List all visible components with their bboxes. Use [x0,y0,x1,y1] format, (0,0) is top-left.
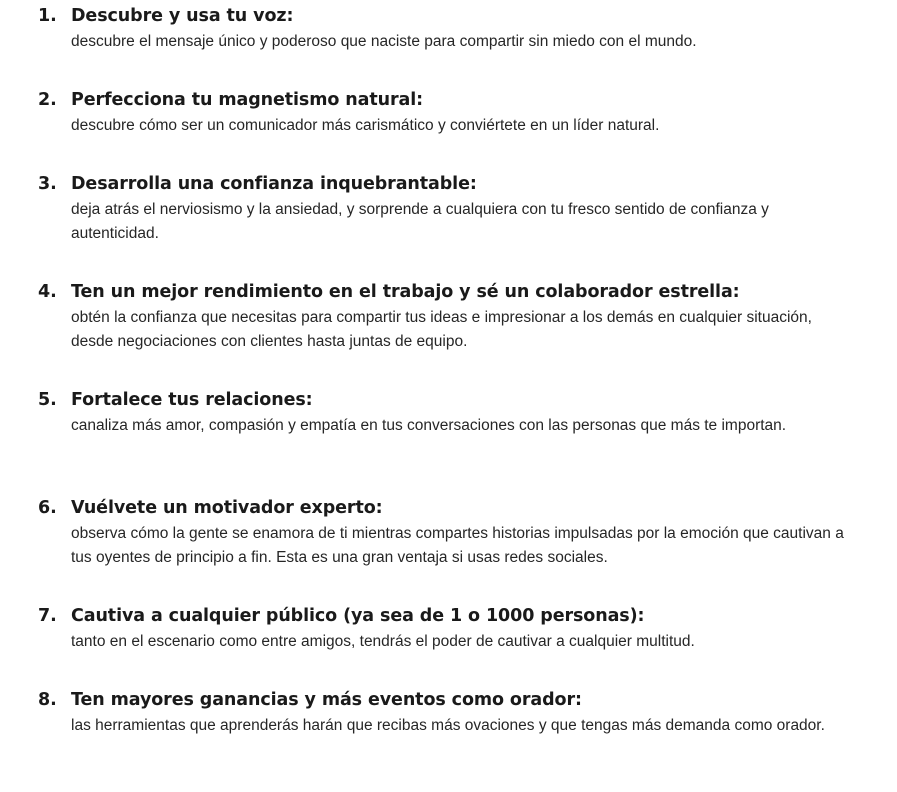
benefit-title: Ten un mejor rendimiento en el trabajo y sé un colaborador estrella: [71,282,740,302]
benefit-description: descubre el mensaje único y poderoso que naciste para compartir sin miedo con el mundo. [71,33,697,50]
benefit-number: 5. [38,390,57,410]
benefit-number: 2. [38,90,57,110]
benefit-title: Perfecciona tu magnetismo natural: [71,90,424,110]
benefit-description: observa cómo la gente se enamora de ti mientras compartes historias impulsadas por la emoción que cautivan a tus oyentes de principio a fin. Esta es una gran ventaja si usas redes sociales. [71,525,844,566]
benefit-number: 4. [38,282,57,302]
benefit-title: Desarrolla una confianza inquebrantable: [71,174,477,194]
benefit-description: las herramientas que aprenderás harán que recibas más ovaciones y que tengas más demanda como orador. [71,717,825,734]
benefit-title: Vuélvete un motivador experto: [71,498,383,518]
benefit-title: Ten mayores ganancias y más eventos como orador: [71,690,582,710]
benefit-description: obtén la confianza que necesitas para compartir tus ideas e impresionar a los demás en cualquier situación, desde negociaciones con clientes hasta juntas de equipo. [71,309,812,350]
benefit-description: tanto en el escenario como entre amigos, tendrás el poder de cautivar a cualquier multitud. [71,633,695,650]
benefit-description: descubre cómo ser un comunicador más carismático y conviértete en un líder natural. [71,117,660,134]
benefit-number: 7. [38,606,57,626]
benefit-number: 6. [38,498,57,518]
benefit-title: Descubre y usa tu voz: [71,6,294,26]
benefit-number: 3. [38,174,57,194]
benefit-number: 1. [38,6,57,26]
benefit-title: Cautiva a cualquier público (ya sea de 1 o 1000 personas): [71,606,645,626]
benefit-description: deja atrás el nerviosismo y la ansiedad, y sorprende a cualquiera con tu fresco sentido de confianza y autenticidad. [71,201,769,242]
benefit-title: Fortalece tus relaciones: [71,390,313,410]
benefit-number: 8. [38,690,57,710]
benefit-description: canaliza más amor, compasión y empatía en tus conversaciones con las personas que más te importan. [71,417,787,434]
